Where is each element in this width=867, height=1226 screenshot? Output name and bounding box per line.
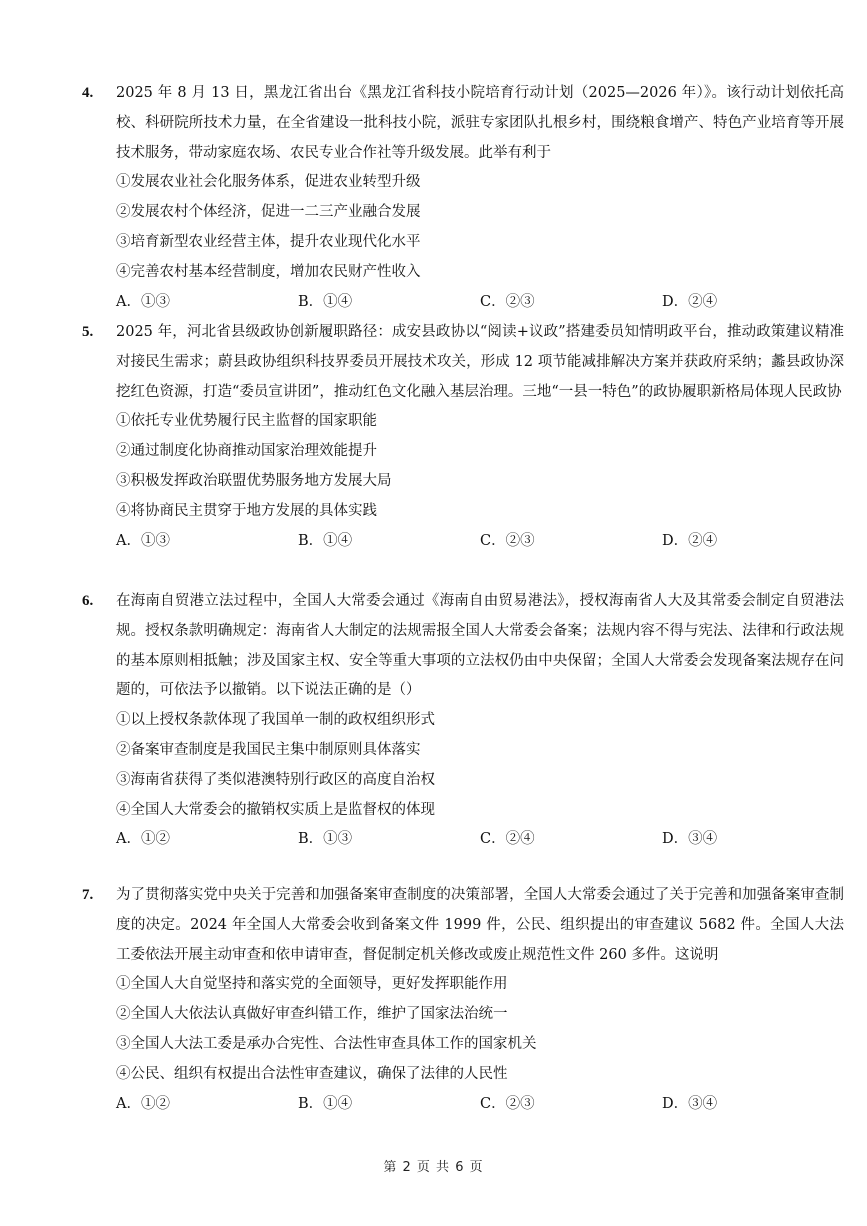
options-row xyxy=(116,288,844,318)
question-stem: 2025 年，河北省县级政协创新履职路径：成安县政协以“阅读+议政”搭建委员知情明政平台，推动政策建议精准对接民生需求；蔚县政协组织科技界委员开展技术攻关，形成 12 项节能减排解决方案并获政府采纳；蠡县政协深挖红色资源，打造“委员宣讲团”，推动红色文化融入基层治理。三地“一县一特色”的政协履职新格局体现人民政协 xyxy=(116,324,844,400)
question-number: 5. xyxy=(82,324,94,340)
option-b[interactable]: B．①④ xyxy=(298,1095,353,1112)
statement-1: ①全国人大自觉坚持和落实党的全面领导，更好发挥职能作用 xyxy=(116,976,508,993)
option-b[interactable]: B．①③ xyxy=(298,831,353,848)
statement-1: ①依托专业优势履行民主监督的国家职能 xyxy=(116,413,377,430)
question-6 xyxy=(82,587,844,855)
statement-2: ②发展农村个体经济，促进一二三产业融合发展 xyxy=(116,204,421,221)
statement-3: ③积极发挥政治联盟优势服务地方发展大局 xyxy=(116,472,392,489)
option-a[interactable]: A．①③ xyxy=(116,293,170,310)
option-c[interactable]: C．②③ xyxy=(480,532,535,549)
option-a[interactable]: A．①② xyxy=(116,1095,170,1112)
options-row xyxy=(116,1090,844,1120)
statement-2: ②全国人大依法认真做好审查纠错工作，维护了国家法治统一 xyxy=(116,1006,508,1023)
option-b[interactable]: B．①④ xyxy=(298,532,353,549)
question-stem: 在海南自贸港立法过程中，全国人大常委会通过《海南自由贸易港法》，授权海南省人大及其常委会制定自贸港法规。授权条款明确规定：海南省人大制定的法规需报全国人大常委会备案；法规内容不得与宪法、法律和行政法规的基本原则相抵触；涉及国家主权、安全等重大事项的立法权仍由中央保留；全国人大常委会发现备案法规存在问题的，可依法予以撤销。以下说法正确的是（） xyxy=(116,593,844,699)
option-b[interactable]: B．①④ xyxy=(298,293,353,310)
statement-4: ④完善农村基本经营制度，增加农民财产性收入 xyxy=(116,263,421,280)
option-c[interactable]: C．②③ xyxy=(480,293,535,310)
option-d[interactable]: D．③④ xyxy=(662,831,718,848)
option-a[interactable]: A．①③ xyxy=(116,532,170,549)
option-d[interactable]: D．②④ xyxy=(662,532,718,549)
option-c[interactable]: C．②④ xyxy=(480,831,535,848)
statement-2: ②通过制度化协商推动国家治理效能提升 xyxy=(116,443,377,460)
option-c[interactable]: C．②③ xyxy=(480,1095,535,1112)
question-4 xyxy=(82,79,844,317)
statement-3: ③培育新型农业经营主体，提升农业现代化水平 xyxy=(116,233,421,250)
statement-3: ③全国人大法工委是承办合宪性、合法性审查具体工作的国家机关 xyxy=(116,1035,537,1052)
question-number: 4. xyxy=(82,85,94,101)
option-d[interactable]: D．②④ xyxy=(662,293,718,310)
option-a[interactable]: A．①② xyxy=(116,831,170,848)
statement-2: ②备案审查制度是我国民主集中制原则具体落实 xyxy=(116,741,421,758)
options-row xyxy=(116,527,844,557)
question-7 xyxy=(82,881,844,1119)
statement-4: ④将协商民主贯穿于地方发展的具体实践 xyxy=(116,502,377,519)
statement-1: ①发展农业社会化服务体系，促进农业转型升级 xyxy=(116,174,421,191)
statement-3: ③海南省获得了类似港澳特别行政区的高度自治权 xyxy=(116,771,435,788)
question-stem: 为了贯彻落实党中央关于完善和加强备案审查制度的决策部署，全国人大常委会通过了关于完善和加强备案审查制度的决定。2024 年全国人大常委会收到备案文件 1999 件，公民、组织提出的审查建议 5682 件。全国人大法工委依法开展主动审查和依申请审查，督促制定机关修改或废止规范性文件 260 多件。这说明 xyxy=(116,887,844,963)
page-footer: 第 2 页 共 6 页 xyxy=(383,1160,484,1175)
question-stem: 2025 年 8 月 13 日，黑龙江省出台《黑龙江省科技小院培育行动计划（2025—2026 年）》。该行动计划依托高校、科研院所技术力量，在全省建设一批科技小院，派驻专家团队扎根乡村，围绕粮食增产、特色产业培育等开展技术服务，带动家庭农场、农民专业合作社等升级发展。此举有利于 xyxy=(116,85,844,161)
question-number: 7. xyxy=(82,887,94,903)
statement-4: ④公民、组织有权提出合法性审查建议，确保了法律的人民性 xyxy=(116,1065,508,1082)
statement-4: ④全国人大常委会的撤销权实质上是监督权的体现 xyxy=(116,801,435,818)
options-row xyxy=(116,825,844,855)
statement-1: ①以上授权条款体现了我国单一制的政权组织形式 xyxy=(116,712,435,729)
question-number: 6. xyxy=(82,593,94,609)
question-5 xyxy=(82,318,844,556)
option-d[interactable]: D．③④ xyxy=(662,1095,718,1112)
